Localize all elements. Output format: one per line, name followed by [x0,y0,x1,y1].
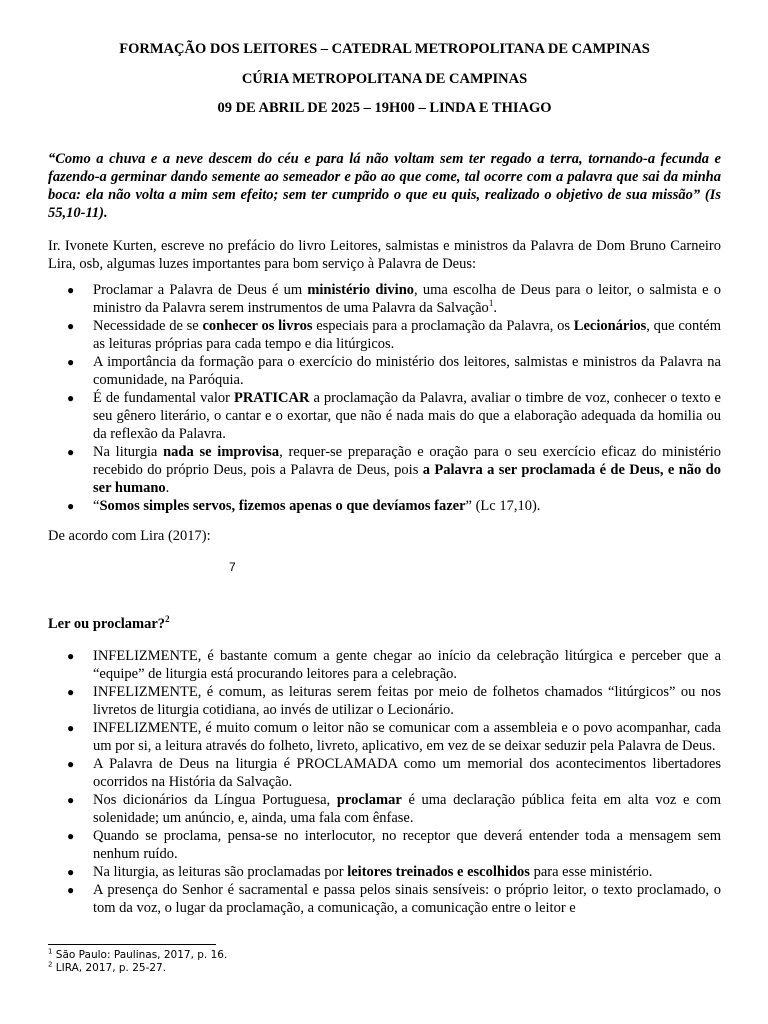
list-principles [48,281,721,515]
footnote-1: $^1$ São Paulo: Paulinas, 2017, p. 16. [48,947,228,961]
list-item: ● A Palavra de Deus na liturgia é PROCLAMADA como um memorial dos acontecimentos libertadores ocorridos na História da Salvação. [67,756,721,790]
bullet-icon: ● [67,793,75,807]
list-item: ● Quando se proclama, pensa-se no interlocutor, no receptor que deverá entender toda a mensagem sem nenhum ruído. [67,828,721,862]
bullet-icon: ● [67,318,75,333]
list-item: ● Nos dicionários da Língua Portuguesa, proclamar é uma declaração pública feita em alta voz e com solenidade; um anúncio, e, ainda, uma fala com ênfase. [67,792,721,826]
list-item: ● Proclamar a Palavra de Deus é um ministério divino, uma escolha de Deus para o leitor, o salmista e o ministro da Palavra serem instrumentos de uma Palavra da Salvação$^1$. [67,281,721,316]
bullet-icon: ● [67,649,75,663]
footnote-divider [48,944,216,945]
lira-intro: De acordo com Lira (2017): [48,527,211,544]
footnote-ref-1[interactable]: 1 [488,297,494,308]
list-item: ● Na liturgia, as leituras são proclamadas por leitores treinados e escolhidos para esse ministério. [67,864,653,880]
intro-paragraph: Ir. Ivonete Kurten, escreve no prefácio do livro Leitores, salmistas e ministros da Palavra de Dom Bruno Carneiro Lira, osb, algumas luzes importantes para bom serviço à Palavra de Deus: [48,237,721,272]
header-line-2: CÚRIA METROPOLITANA DE CAMPINAS [241,71,528,87]
bullet-icon: ● [67,354,75,369]
footnotes [48,944,721,975]
bullet-icon: ● [67,757,75,771]
header-line-1: FORMAÇÃO DOS LEITORES – CATEDRAL METROPOLITANA DE CAMPINAS [119,41,650,57]
list-proclamation [48,647,721,917]
list-item: ● INFELIZMENTE, é muito comum o leitor não se comunicar com a assembleia e o povo acompanhar, cada um por si, a leitura através do folheto, livreto, aplicativo, em vez de se deixar seduzir pela Palavra de Deus. [67,720,721,754]
document-page [48,40,721,917]
page-number: 7 [229,559,236,574]
bullet-icon: ● [67,721,75,735]
list-item: ● INFELIZMENTE, é comum, as leituras serem feitas por meio de folhetos chamados “litúrgicos” ou nos livretos de liturgia cotidiana, ao invés de utilizar o Lecionário. [67,684,721,718]
bullet-icon: ● [67,865,75,879]
bullet-icon: ● [67,444,75,459]
list-item: ● INFELIZMENTE, é bastante comum a gente chegar ao início da celebração litúrgica e perceber que a “equipe” de liturgia está procurando leitores para a celebração. [67,648,721,682]
list-item: ● A presença do Senhor é sacramental e passa pelos sinais sensíveis: o próprio leitor, o texto proclamado, o tom da voz, o lugar da proclamação, a comunicação, a comunicação entre o leitor e [67,882,721,916]
list-item: ● É de fundamental valor PRATICAR a proclamação da Palavra, avaliar o timbre de voz, conhecer o texto e seu gênero literário, o cantar e o exortar, que não é nada mais do que a elaboração adequada da homilia ou da reflexão da Palavra. [67,389,721,442]
section-title: Ler ou proclamar?$^2$ [48,613,170,632]
header-line-3: 09 DE ABRIL DE 2025 – 19H00 – LINDA E THIAGO [217,100,552,116]
list-item: ● Necessidade de se conhecer os livros especiais para a proclamação da Palavra, os Lecionários, que contém as leituras próprias para cada tempo e dia litúrgicos. [67,317,721,352]
bullet-icon: ● [67,685,75,699]
epigraph-quote: “Como a chuva e a neve descem do céu e para lá não voltam sem ter regado a terra, tornando-a fecunda e fazendo-a germinar dando semente ao semeador e pão ao que come, tal ocorre com a palavra que sai da minha boca: ela não volta a mim sem efeito; sem ter cumprido o que eu quis, realizado o objetivo de sua missão” (Is 55,10-11). [48,151,721,221]
bullet-icon: ● [67,498,75,513]
list-item: ● A importância da formação para o exercício do ministério dos leitores, salmistas e ministros da Palavra na comunidade, na Paróquia. [67,353,721,388]
bullet-icon: ● [67,829,75,843]
bullet-icon: ● [67,282,75,297]
footnote-ref-2[interactable]: 2 [165,613,170,624]
list-item: ● “Somos simples servos, fizemos apenas o que devíamos fazer” (Lc 17,10). [67,497,541,514]
bullet-icon: ● [67,390,75,405]
footnote-2: $^2$ LIRA, 2017, p. 25-27. [48,960,167,974]
list-item: ● Na liturgia nada se improvisa, requer-se preparação e oração para o seu exercício eficaz do ministério recebido do próprio Deus, pois a Palavra de Deus, pois a Palavra a ser proclamada é de Deus, e não do ser humano. [67,443,721,496]
bullet-icon: ● [67,883,75,897]
